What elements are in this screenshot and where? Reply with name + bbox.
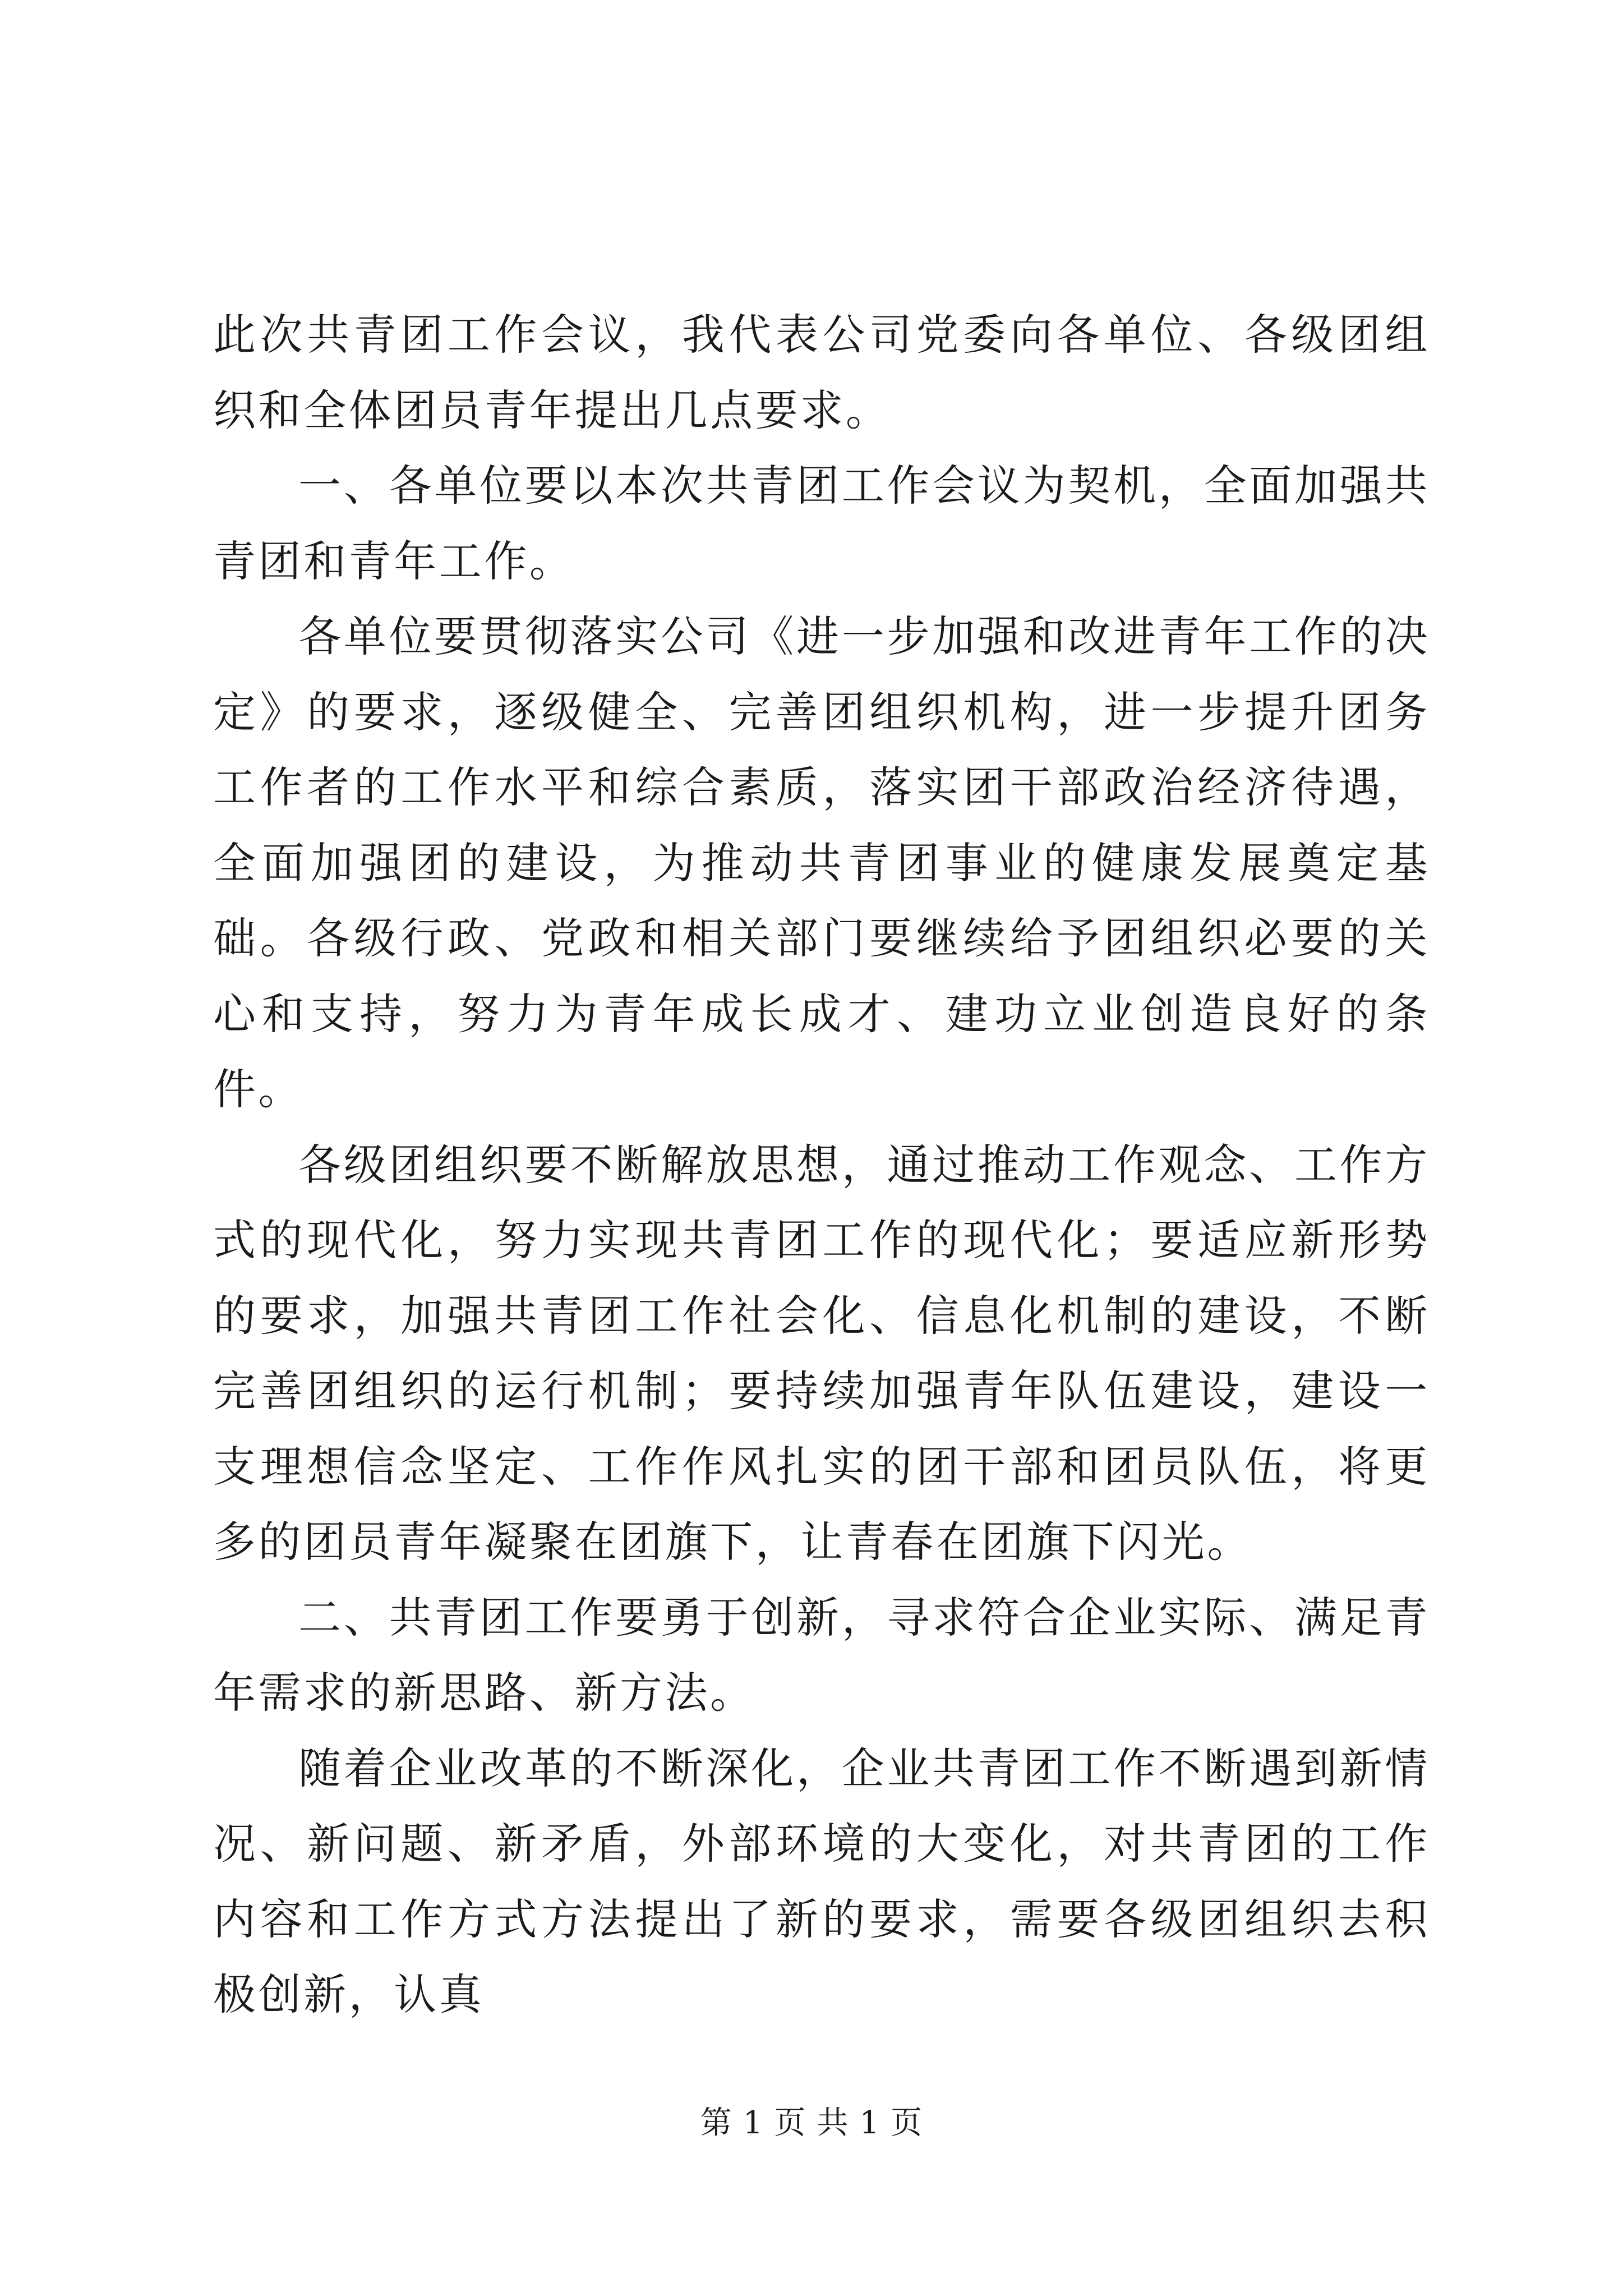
paragraph-intro: 此次共青团工作会议，我代表公司党委向各单位、各级团组织和全体团员青年提出几点要求。 [213,310,1430,435]
paragraph-section-two-a: 随着企业改革的不断深化，企业共青团工作不断遇到新情况、新问题、新矛盾，外部环境的大变化，对共青团的工作内容和工作方式方法提出了新的要求，需要各级团组织去积极创新，认真 [213,1743,1430,2019]
document-body [213,297,1430,2033]
page-footer: 第 1 页 共 1 页 [700,2105,923,2141]
section-heading-two: 二、共青团工作要勇于创新，寻求符合企业实际、满足青年需求的新思路、新方法。 [213,1592,1430,1718]
paragraph-section-one-b: 各级团组织要不断解放思想，通过推动工作观念、工作方式的现代化，努力实现共青团工作的现代化；要适应新形势的要求，加强共青团工作社会化、信息化机制的建设，不断完善团组织的运行机制；要持续加强青年队伍建设，建设一支理想信念坚定、工作作风扎实的团干部和团员队伍，将更多的团员青年凝聚在团旗下，让青春在团旗下闪光。 [213,1139,1430,1567]
paragraph-section-one-a: 各单位要贯彻落实公司《进一步加强和改进青年工作的决定》的要求，逐级健全、完善团组织机构，进一步提升团务工作者的工作水平和综合素质，落实团干部政治经济待遇，全面加强团的建设，为推动共青团事业的健康发展奠定基础。各级行政、党政和相关部门要继续给予团组织必要的关心和支持，努力为青年成长成才、建功立业创造良好的条件。 [213,611,1430,1114]
section-heading-one: 一、各单位要以本次共青团工作会议为契机，全面加强共青团和青年工作。 [213,461,1430,586]
